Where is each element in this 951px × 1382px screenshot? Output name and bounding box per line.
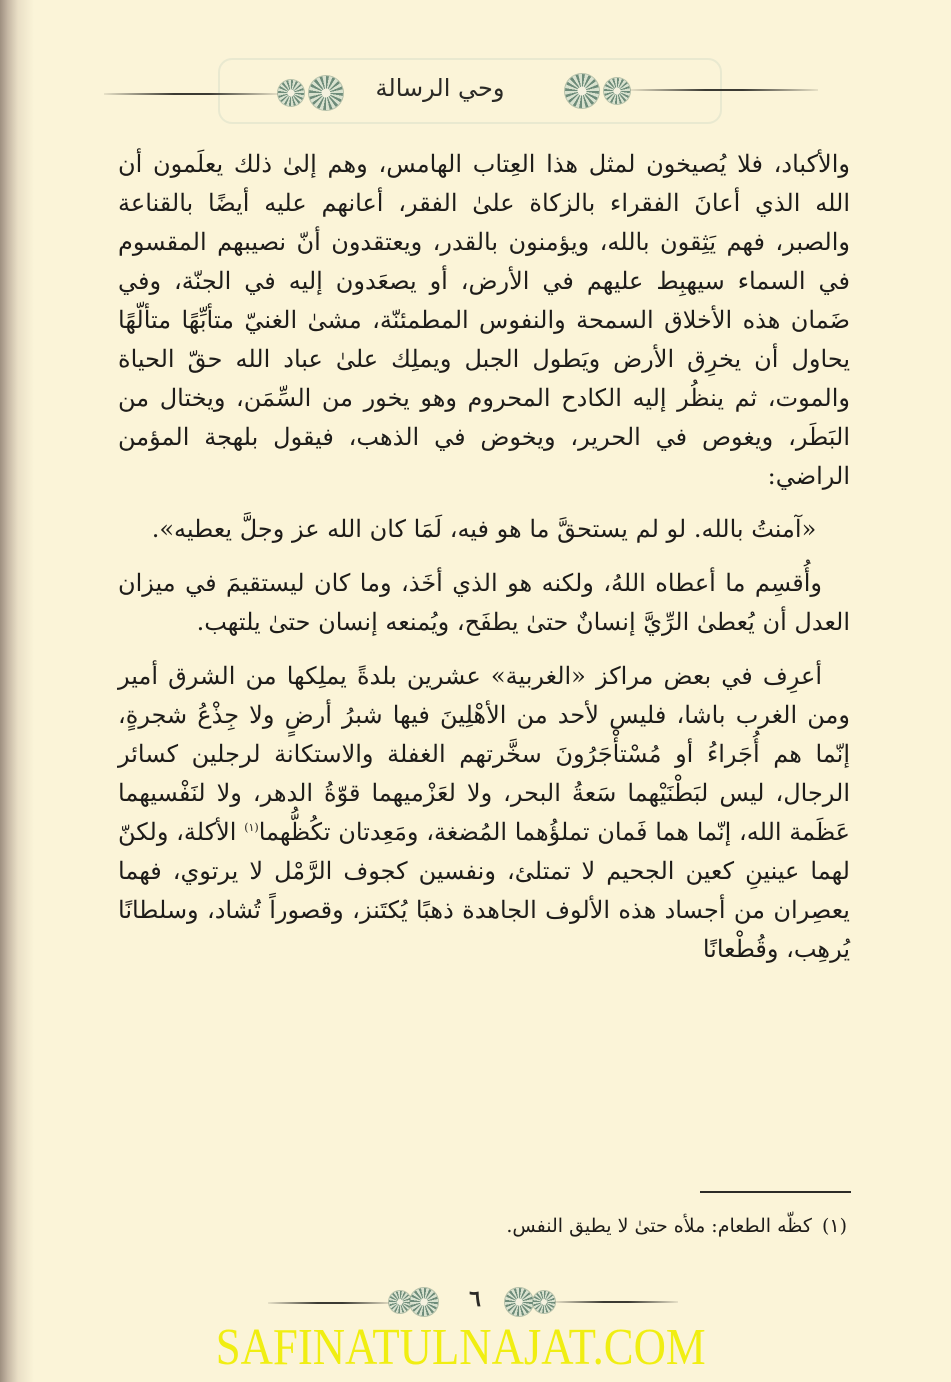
rosette-icon	[505, 1288, 533, 1316]
footer-rule-left	[268, 1302, 392, 1304]
rosette-icon	[309, 76, 343, 110]
rosette-icon	[389, 1291, 411, 1313]
footer-rule-right	[554, 1301, 678, 1303]
paragraph: والأكباد، فلا يُصيخون لمثل هذا العِتاب الهامس، وهم إلىٰ ذلك يعلَمون أن الله الذي أعانَ الفقراء بالزكاة علىٰ الفقر، أعانهم عليه أيضًا بالقناعة والصبر، فهم يَثِقون بالله، ويؤمنون بالقدر، ويعتقدون أنّ نصيبهم المقسوم في السماء سيهبِط عليهم في الأرض، أو يصعَدون إليه في الجنّة، وفي ضَمان هذه الأخلاق السمحة والنفوس المطمئنّة، مشىٰ الغنيّ متأبِّهًا متألّهًا يحاول أن يخرِق الأرض ويَطول الجبل ويملِك علىٰ عباد الله حقّ الحياة والموت، ثم ينظُر إليه الكادح المحروم وهو يخور من السِّمَن، ويختال من البَطَر، ويغوص في الحرير، ويخوض في الذهب، فيقول بلهجة المؤمن الراضي:	[118, 150, 850, 490]
main-text	[118, 145, 850, 969]
rosette-icon	[533, 1291, 555, 1313]
page-number: ٦	[469, 1286, 481, 1312]
footnote-reference[interactable]: (١)	[244, 821, 259, 834]
paragraph: وأُقسِم ما أعطاه اللهُ، ولكنه هو الذي أخَذ، وما كان ليستقيمَ في ميزان العدل أن يُعطىٰ الرِّيَّ إنسانٌ حتىٰ يطفَح، ويُمنعه إنسان حتىٰ يلتهب.	[118, 569, 850, 636]
quotation: «آمنتُ بالله. لو لم يستحقَّ ما هو فيه، لَمَا كان الله عز وجلَّ يعطيه».	[151, 515, 817, 543]
running-title: وحي الرسالة	[375, 74, 505, 102]
header-rule-right	[630, 89, 818, 91]
rosette-icon	[410, 1288, 438, 1316]
running-header	[0, 72, 951, 112]
paragraph-text: أعرِف في بعض مراكز «الغربية» عشرين بلدةً يملِكها من الشرق أمير ومن الغرب باشا، فليس لأحد من الأهْلِينَ فيها شبرُ أرضٍ ولا جِذْعُ شجرةٍ، إنّما هم أُجَراءُ أو مُسْتأْجَرُونَ سخَّرتهم الغفلة والاستكانة لرجلين كسائر الرجال، ليس لبَطْنَيْهما سَعةُ البحر، ولا لعَزْميهما قوّةُ الدهر، ولا لنَفْسيهما عَظَمة الله، إنّما هما فَمان تملؤُهما المُضغة، ومَعِدتان تكُظُّهما	[118, 662, 850, 846]
header-rule-left	[104, 93, 279, 95]
footnote-separator	[700, 1191, 851, 1193]
paragraph-text: الأكلة، ولكنّ لهما عينينِ كعين الجحيم لا تمتلئ، ونفسين كجوف الرَّمْل لا يرتوي، فهما يعصِران من أجساد هذه الألوف الجاهدة ذهبًا يُكتَنز، وقصوراً تُشاد، وسلطانًا يُرهِب، وقُطْعانًا	[118, 818, 850, 963]
site-watermark: SAFINATULNAJAT.COM	[215, 1319, 706, 1376]
footnote	[506, 1215, 847, 1237]
rosette-icon	[565, 74, 599, 108]
footnote-text: كظّه الطعام: ملأه حتىٰ لا يطيق النفس.	[506, 1215, 812, 1237]
footnote-number: (١)	[821, 1215, 847, 1237]
paragraph	[118, 657, 850, 969]
rosette-icon	[604, 78, 630, 104]
page-footer	[0, 1286, 951, 1320]
rosette-icon	[278, 80, 304, 106]
